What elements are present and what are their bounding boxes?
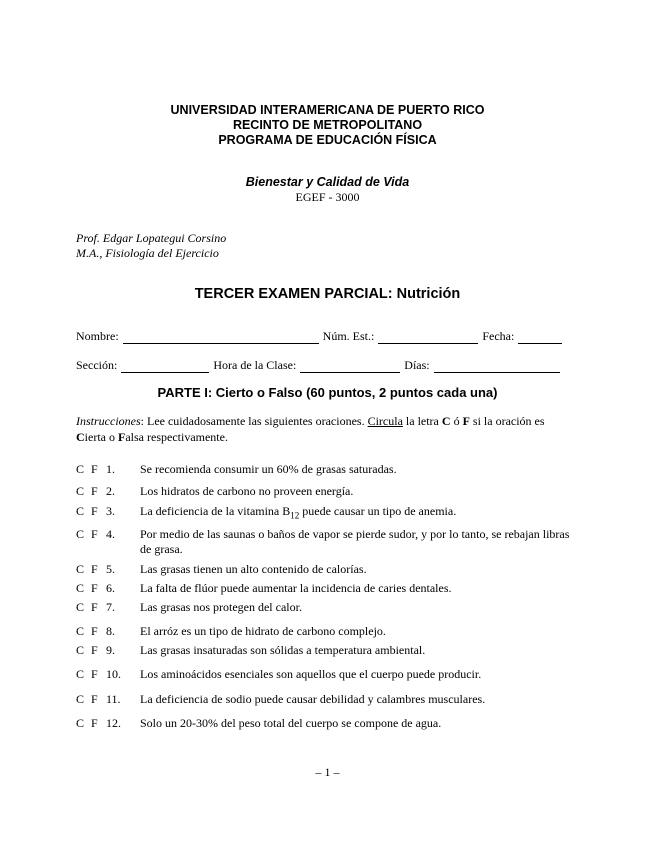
question-number: 11. <box>106 692 121 706</box>
option-f[interactable]: F <box>91 716 98 730</box>
professor-degree: M.A., Fisiología del Ejercicio <box>76 246 219 260</box>
option-f[interactable]: F <box>91 600 98 614</box>
question-text: Las grasas tienen un alto contenido de calorías. <box>140 562 367 576</box>
question-number: 8. <box>106 624 115 638</box>
campus-name: RECINTO DE METROPOLITANO <box>232 118 423 132</box>
question-item <box>76 484 576 499</box>
seccion-label: Sección: <box>76 358 118 372</box>
page-number: – 1 – <box>315 765 340 779</box>
hora-label: Hora de la Clase: <box>213 358 297 372</box>
question-item <box>76 667 576 682</box>
num-est-blank[interactable] <box>378 331 478 344</box>
question-number: 3. <box>106 504 115 518</box>
question-number: 12. <box>106 716 121 730</box>
question-text: Por medio de las saunas o baños de vapor se pierde sudor, y por lo tanto, se rebajan libras de grasa. <box>140 527 570 556</box>
option-f[interactable]: F <box>91 667 98 681</box>
question-item <box>76 581 576 596</box>
fecha-blank[interactable] <box>518 331 562 344</box>
seccion-blank[interactable] <box>121 360 209 373</box>
part-title: PARTE I: Cierto o Falso (60 puntos, 2 puntos cada una) <box>157 385 498 400</box>
question-number: 9. <box>106 643 115 657</box>
course-code: EGEF - 3000 <box>295 190 360 204</box>
num-est-label: Núm. Est.: <box>322 329 375 343</box>
option-f[interactable]: F <box>91 624 98 638</box>
instructions-text-2: la letra <box>402 414 442 428</box>
question-text-subscript: 12 <box>290 510 300 521</box>
question-number: 4. <box>106 527 115 541</box>
option-c[interactable]: C <box>76 581 85 595</box>
question-number: 10. <box>106 667 121 681</box>
question-text: Los hidratos de carbono no proveen energía. <box>140 484 354 498</box>
fecha-label: Fecha: <box>482 329 515 343</box>
question-text: Se recomienda consumir un 60% de grasas saturadas. <box>140 462 397 476</box>
option-f[interactable]: F <box>91 462 98 476</box>
option-c[interactable]: C <box>76 562 85 576</box>
dias-label: Días: <box>404 358 430 372</box>
option-c[interactable]: C <box>76 484 85 498</box>
question-item <box>76 600 576 615</box>
question-number: 2. <box>106 484 115 498</box>
course-name: Bienestar y Calidad de Vida <box>245 175 410 189</box>
option-f[interactable]: F <box>91 527 98 541</box>
course-info <box>0 175 655 205</box>
student-fields-row-1 <box>76 329 576 344</box>
option-f[interactable]: F <box>91 504 98 518</box>
option-c[interactable]: C <box>76 462 85 476</box>
question-item <box>76 462 576 477</box>
question-text: Las grasas nos protegen del calor. <box>140 600 302 614</box>
instructions-cierta-c: C <box>76 429 85 444</box>
question-text: La falta de flúor puede aumentar la incidencia de caries dentales. <box>140 581 452 595</box>
nombre-label: Nombre: <box>76 329 119 343</box>
instructions-text-4: si la oración es <box>469 414 545 428</box>
question-number: 5. <box>106 562 115 576</box>
question-text: Los aminoácidos esenciales son aquellos que el cuerpo puede producir. <box>140 667 482 681</box>
program-name: PROGRAMA DE EDUCACIÓN FÍSICA <box>218 133 437 147</box>
question-text: Las grasas insaturadas son sólidas a temperatura ambiental. <box>140 643 426 657</box>
question-text-part-b: puede causar un tipo de anemia. <box>299 504 457 518</box>
instructions-text-3: ó <box>450 414 463 428</box>
instructions-letter-c: C <box>441 414 451 428</box>
question-item <box>76 716 576 731</box>
option-c[interactable]: C <box>76 643 85 657</box>
nombre-blank[interactable] <box>123 331 319 344</box>
question-item <box>76 504 576 523</box>
option-f[interactable]: F <box>91 581 98 595</box>
question-number: 7. <box>106 600 115 614</box>
option-f[interactable]: F <box>91 484 98 498</box>
option-c[interactable]: C <box>76 527 85 541</box>
option-c[interactable]: C <box>76 624 85 638</box>
dias-blank[interactable] <box>434 360 560 373</box>
question-number: 6. <box>106 581 115 595</box>
question-item <box>76 692 576 707</box>
option-f[interactable]: F <box>91 643 98 657</box>
exam-title: TERCER EXAMEN PARCIAL: Nutrición <box>194 286 461 302</box>
instructions-falsa-rest: alsa respectivamente. <box>125 429 228 444</box>
question-item <box>76 624 576 639</box>
student-fields-row-2 <box>76 358 576 373</box>
instructions <box>76 414 576 445</box>
instructions-lead: Instrucciones <box>76 414 141 428</box>
question-item <box>76 562 576 577</box>
instructions-text-1: : Lee cuidadosamente las siguientes oraciones. <box>140 414 368 428</box>
option-c[interactable]: C <box>76 600 85 614</box>
question-number: 1. <box>106 462 115 476</box>
option-c[interactable]: C <box>76 504 85 518</box>
instructions-circula: Circula <box>367 414 403 428</box>
professor-info <box>76 231 226 261</box>
question-text <box>140 504 576 523</box>
question-item <box>76 527 576 557</box>
question-text-part-a: La deficiencia de la vitamina B <box>140 504 291 518</box>
option-f[interactable]: F <box>91 562 98 576</box>
university-name: UNIVERSIDAD INTERAMERICANA DE PUERTO RICO <box>170 103 485 117</box>
question-text: El arróz es un tipo de hidrato de carbono complejo. <box>140 624 386 638</box>
document-header <box>0 103 655 148</box>
option-c[interactable]: C <box>76 667 85 681</box>
question-text: Solo un 20-30% del peso total del cuerpo se compone de agua. <box>140 716 442 730</box>
professor-name: Prof. Edgar Lopategui Corsino <box>76 231 227 245</box>
instructions-cierta-rest: ierta o <box>84 429 118 444</box>
instructions-falsa-f: F <box>118 429 126 444</box>
instructions-letter-f: F <box>462 414 470 428</box>
option-c[interactable]: C <box>76 716 85 730</box>
question-item <box>76 643 576 658</box>
option-f[interactable]: F <box>91 692 98 706</box>
option-c[interactable]: C <box>76 692 85 706</box>
hora-blank[interactable] <box>300 360 400 373</box>
question-text: La deficiencia de sodio puede causar debilidad y calambres musculares. <box>140 692 486 706</box>
